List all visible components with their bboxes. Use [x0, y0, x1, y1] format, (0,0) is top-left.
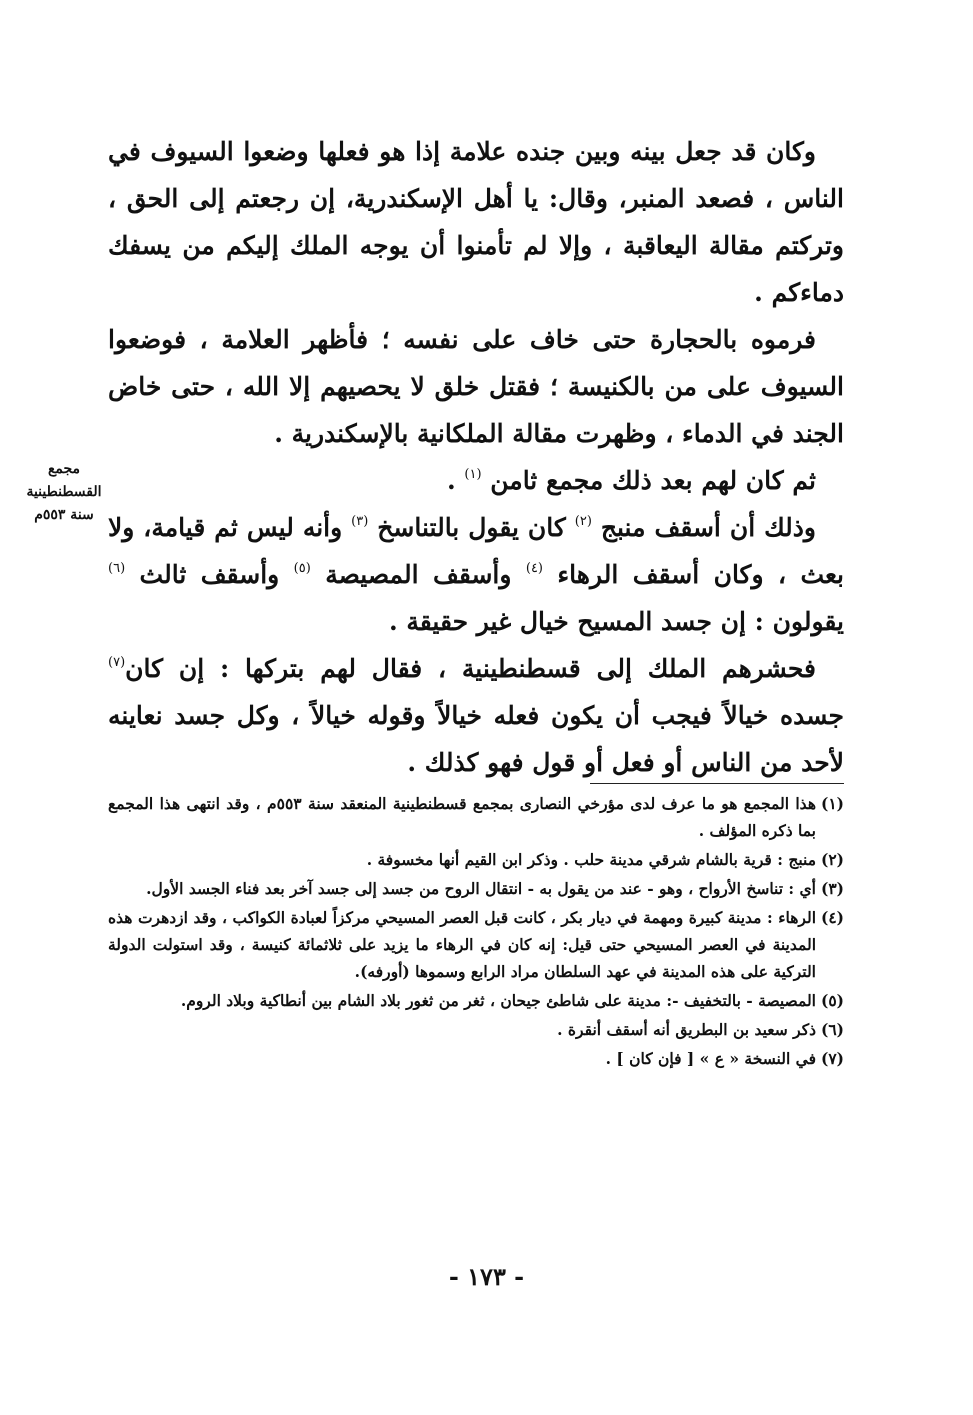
- footnote-ref-6[interactable]: (٦): [108, 561, 126, 576]
- paragraph-1: وكان قد جعل بينه وبين جنده علامة إذا هو فعلها وضعوا السيوف في الناس ، فصعد المنبر، وقال: يا أهل الإسكندرية، إن رجعتم إلى الحق ، وتركتم مقالة اليعاقبة ، وإلا لم تأمنوا أن يوجه الملك إليكم من يسفك دماءكم .: [108, 137, 844, 307]
- paragraph-3: [108, 457, 844, 504]
- footnote-ref-2[interactable]: (٢): [574, 514, 592, 529]
- footnote-3: [108, 875, 844, 902]
- paragraph-4-seg2: كان يقول بالتناسخ: [368, 513, 575, 542]
- paragraph-5-seg2: جسده خيالاً فيجب أن يكون فعله خيالاً وقوله خيالاً ، وكل جسد نعاينه لأحد من الناس أو فعل أو قول فهو كذلك .: [108, 701, 844, 777]
- footnote-number: (١): [820, 794, 844, 813]
- paragraph-4-seg6: يقولون : إن جسد المسيح خيال غير حقيقة .: [388, 607, 844, 636]
- paragraph-2: فرموه بالحجارة حتى خاف على نفسه ؛ فأظهر العلامة ، فوضعوا السيوف على من بالكنيسة ؛ فقتل خلق لا يحصيهم إلا الله ، حتى خاض الجند في الدماء ، وظهرت مقالة الملكانية بالإسكندرية .: [108, 325, 844, 448]
- footnote-4: [108, 904, 844, 985]
- paragraph-3-end: .: [446, 466, 465, 495]
- margin-note-line-3: سنة ٥٥٣م: [34, 507, 94, 523]
- footnote-text: في النسخة « ع » [ فإن كان ] .: [605, 1049, 816, 1068]
- paragraph-4: [108, 504, 844, 645]
- page-number: - ١٧٣ -: [448, 1262, 525, 1291]
- footnote-1: [108, 790, 844, 844]
- margin-note: [16, 458, 112, 527]
- footnote-ref-4[interactable]: (٤): [525, 561, 543, 576]
- paragraph-4-seg5: وأسقف ثالث: [125, 560, 294, 589]
- footnote-ref-1[interactable]: (١): [464, 467, 482, 482]
- margin-note-line-2: القسطنطينية: [26, 484, 102, 500]
- footnote-text: هذا المجمع هو ما عرف لدى مؤرخي النصارى بمجمع قسطنطينية المنعقد سنة ٥٥٣م ، وقد انتهى هذا المجمع بما ذكره المؤلف .: [108, 794, 816, 840]
- footnote-2: [108, 846, 844, 873]
- footnote-number: (٥): [820, 991, 844, 1010]
- footnote-number: (٤): [820, 908, 844, 927]
- footnote-text: منبج : قرية بالشام شرقي مدينة حلب . وذكر ابن القيم أنها مخسوفة .: [366, 850, 816, 869]
- footnote-6: [108, 1016, 844, 1043]
- footnote-7: [108, 1045, 844, 1072]
- margin-note-line-1: مجمع: [47, 461, 81, 477]
- footnote-text: المصيصة - بالتخفيف -: مدينة على شاطئ جيحان ، ثغر من ثغور بلاد الشام بين أنطاكية وبلاد الروم.: [180, 991, 816, 1010]
- footnote-ref-7[interactable]: (٧): [108, 655, 126, 670]
- footnote-5: [108, 987, 844, 1014]
- footnote-number: (٦): [820, 1020, 844, 1039]
- paragraph-5-seg1: فحشرهم الملك إلى قسطنطينية ، فقال لهم بتركها : إن كان: [125, 654, 816, 683]
- footnote-ref-3[interactable]: (٣): [351, 514, 369, 529]
- main-text: [108, 128, 844, 786]
- footnote-ref-5[interactable]: (٥): [293, 561, 311, 576]
- paragraph-4-seg3: وأنه ليس ثم قيامة، ولا بعث ، وكان أسقف الرهاء: [108, 513, 845, 589]
- footnotes: [108, 790, 844, 1074]
- footnote-number: (٢): [820, 850, 844, 869]
- paragraph-4-seg1: وذلك أن أسقف منبج: [591, 513, 817, 542]
- paragraph-4-seg4: وأسقف المصيصة: [310, 560, 526, 589]
- footnote-separator: [590, 783, 844, 784]
- footnote-number: (٧): [820, 1049, 844, 1068]
- footnote-text: ذكر سعيد بن البطريق أنه أسقف أنقرة .: [557, 1020, 816, 1039]
- paragraph-5: [108, 645, 844, 786]
- footnote-number: (٣): [820, 879, 844, 898]
- paragraph-3-text: ثم كان لهم بعد ذلك مجمع ثامن: [490, 466, 816, 495]
- footnote-text: الرهاء : مدينة كبيرة ومهمة في ديار بكر ، كانت قبل العصر المسيحي مركزاً لعبادة الكواكب ، وقد ازدهرت هذه المدينة في العصر المسيحي حتى قيل: إنه كان في الرهاء ما يزيد على ثلاثمائة كنيسة ، وقد استولت الدولة التركية على هذه المدينة في عهد السلطان مراد الرابع وسموها (أورفه).: [108, 908, 816, 981]
- footnote-text: أي : تناسخ الأرواح ، وهو - عند من يقول به - انتقال الروح من جسد إلى جسد آخر بعد فناء الجسد الأول.: [146, 879, 816, 898]
